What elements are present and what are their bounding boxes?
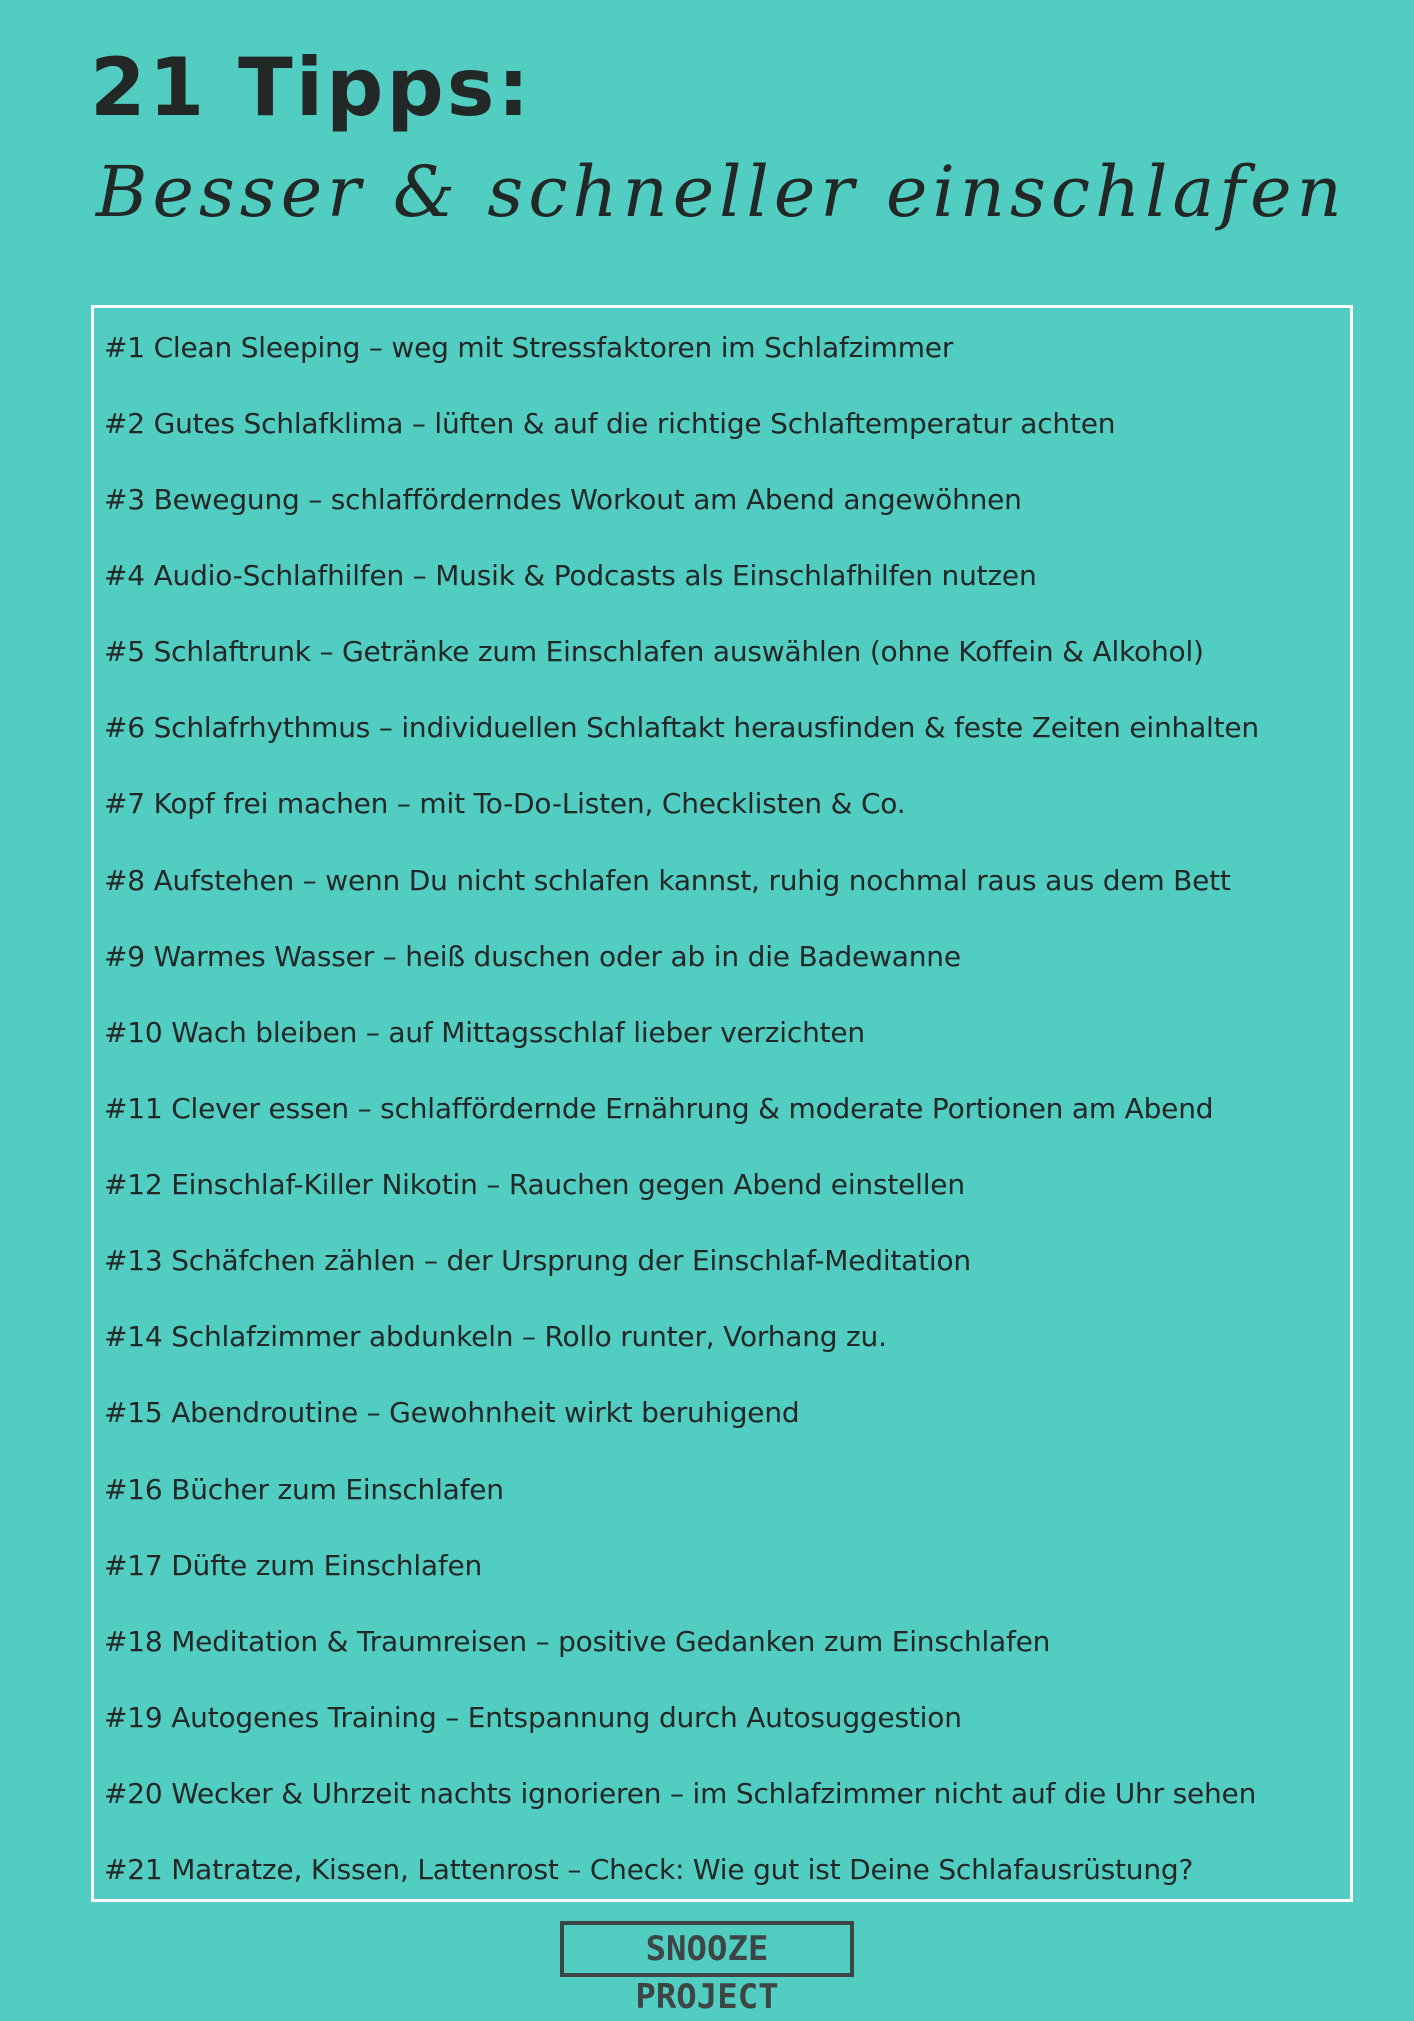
tip-item-6: #6 Schlafrhythmus – individuellen Schlaftakt herausfinden & feste Zeiten einhalten	[104, 711, 1259, 744]
tip-item-11: #11 Clever essen – schlaffördernde Ernährung & moderate Portionen am Abend	[104, 1092, 1214, 1125]
tip-item-21: #21 Matratze, Kissen, Lattenrost – Check: Wie gut ist Deine Schlafausrüstung?	[104, 1853, 1194, 1886]
tip-item-19: #19 Autogenes Training – Entspannung durch Autosuggestion	[104, 1701, 962, 1734]
tip-item-10: #10 Wach bleiben – auf Mittagsschlaf lieber verzichten	[104, 1016, 865, 1049]
page-title: 21 Tipps:	[90, 41, 533, 134]
tip-item-7: #7 Kopf frei machen – mit To-Do-Listen, Checklisten & Co.	[104, 787, 906, 820]
tip-item-20: #20 Wecker & Uhrzeit nachts ignorieren – im Schlafzimmer nicht auf die Uhr sehen	[104, 1777, 1257, 1810]
tip-item-4: #4 Audio-Schlafhilfen – Musik & Podcasts als Einschlafhilfen nutzen	[104, 559, 1037, 592]
snooze-project-logo: SNOOZE PROJECT	[560, 1921, 854, 1977]
tip-item-12: #12 Einschlaf-Killer Nikotin – Rauchen gegen Abend einstellen	[104, 1168, 965, 1201]
tip-item-1: #1 Clean Sleeping – weg mit Stressfaktoren im Schlafzimmer	[104, 331, 954, 364]
tip-item-17: #17 Düfte zum Einschlafen	[104, 1549, 483, 1582]
tip-item-3: #3 Bewegung – schlafförderndes Workout am Abend angewöhnen	[104, 483, 1022, 516]
tips-list	[91, 305, 1353, 1902]
tip-item-15: #15 Abendroutine – Gewohnheit wirkt beruhigend	[104, 1396, 800, 1429]
page-subtitle: Besser & schneller einschlafen	[96, 151, 1347, 233]
tip-item-13: #13 Schäfchen zählen – der Ursprung der Einschlaf-Meditation	[104, 1244, 971, 1277]
tip-item-5: #5 Schlaftrunk – Getränke zum Einschlafen auswählen (ohne Koffein & Alkohol)	[104, 635, 1204, 668]
tip-item-9: #9 Warmes Wasser – heiß duschen oder ab in die Badewanne	[104, 940, 961, 973]
tip-item-18: #18 Meditation & Traumreisen – positive Gedanken zum Einschlafen	[104, 1625, 1051, 1658]
tip-item-16: #16 Bücher zum Einschlafen	[104, 1473, 504, 1506]
tip-item-8: #8 Aufstehen – wenn Du nicht schlafen kannst, ruhig nochmal raus aus dem Bett	[104, 864, 1231, 897]
tip-item-2: #2 Gutes Schlafklima – lüften & auf die richtige Schlaftemperatur achten	[104, 407, 1116, 440]
tip-item-14: #14 Schlafzimmer abdunkeln – Rollo runter, Vorhang zu.	[104, 1320, 887, 1353]
